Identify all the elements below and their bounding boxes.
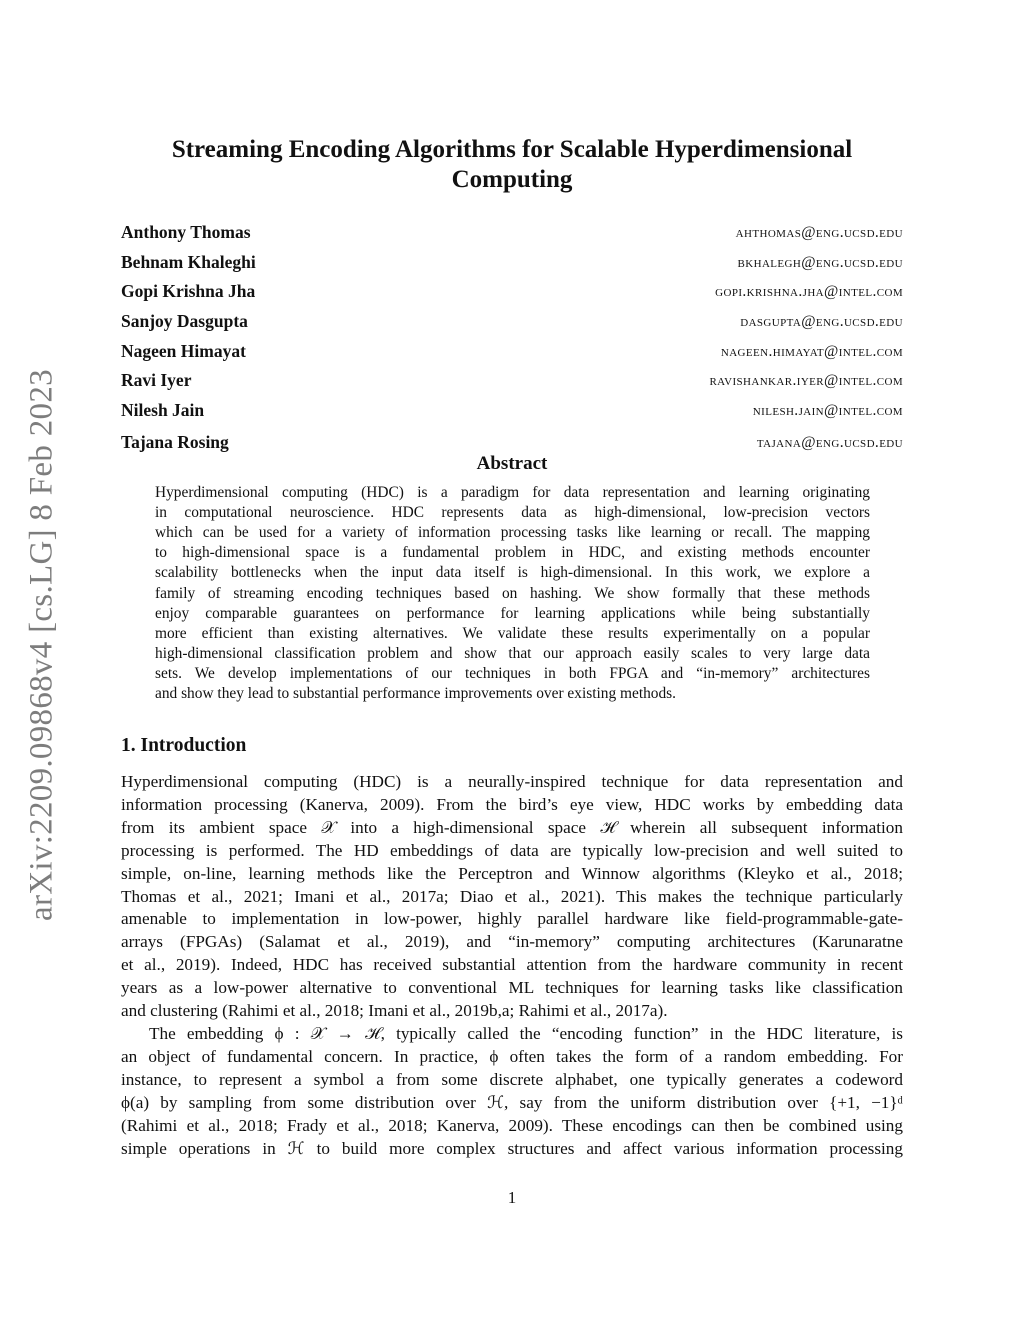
text-line: The embedding ϕ : 𝒳 → ℋ, typically called the “encoding function” in the HDC literature, is (149, 1024, 903, 1043)
text-line: et al., 2019). Indeed, HDC has received substantial attention from the hardware community in recent (121, 955, 903, 975)
text-line: in computational neuroscience. HDC represents data as high-dimensional, low-precision vectors (155, 504, 870, 522)
author-name: Gopi Krishna Jha (121, 281, 256, 301)
author-entry (121, 252, 903, 274)
author-entry (121, 311, 903, 333)
text-line: scalability bottlenecks when the input data itself is high-dimensional. In this work, we explore a (155, 564, 870, 582)
author-entry (121, 281, 903, 303)
author-name: Sanjoy Dasgupta (121, 311, 248, 331)
text-line: ϕ(a) by sampling from some distribution over ℋ, say from the uniform distribution over {+1, −1}ᵈ (121, 1092, 903, 1112)
text-line: years as a low-power alternative to conventional ML techniques for learning tasks like classification (121, 978, 903, 998)
text-line: processing is performed. The HD embeddings of data are typically low-precision and well suited to (121, 840, 903, 860)
text-line: an object of fundamental concern. In practice, ϕ often takes the form of a random embedding. For (121, 1046, 903, 1066)
paper-title-line-1: Streaming Encoding Algorithms for Scalable Hyperdimensional (171, 136, 853, 163)
text-line: from its ambient space 𝒳 into a high-dimensional space ℋ wherein all subsequent information (121, 817, 903, 837)
text-line: enjoy comparable guarantees on performance for learning applications while being substantially (155, 604, 870, 622)
page-number: 1 (507, 1188, 517, 1207)
author-name: Ravi Iyer (121, 370, 192, 390)
author-email[interactable]: dasgupta@eng.ucsd.edu (740, 313, 903, 330)
text-line: high-dimensional classification problem and show that our approach easily scales to very large data (155, 644, 870, 662)
text-line: and clustering (Rahimi et al., 2018; Imani et al., 2019b,a; Rahimi et al., 2017a). (121, 1001, 668, 1020)
author-entry (121, 400, 903, 422)
author-entry (121, 432, 903, 454)
text-line: family of streaming encoding techniques based on hashing. We show formally that these methods (155, 584, 870, 602)
author-email[interactable]: bkhalegh@eng.ucsd.edu (737, 254, 903, 271)
text-line: Thomas et al., 2021; Imani et al., 2017a; Diao et al., 2021). This makes the technique particularly (121, 886, 903, 906)
author-name: Nageen Himayat (121, 341, 246, 361)
author-name: Tajana Rosing (121, 432, 229, 452)
paper-title-line-2: Computing (451, 166, 573, 193)
author-email[interactable]: gopi.krishna.jha@intel.com (715, 283, 903, 300)
text-line: instance, to represent a symbol a from some discrete alphabet, one typically generates a codeword (121, 1069, 903, 1089)
text-line: more efficient than existing alternatives. We validate these results experimentally on a popular (155, 624, 870, 642)
author-name: Behnam Khaleghi (121, 252, 256, 272)
text-line: to high-dimensional space is a fundamental problem in HDC, and existing methods encounter (155, 544, 870, 562)
text-line: simple, on-line, learning methods like the Perceptron and Winnow algorithms (Kleyko et al., 2018; (121, 863, 903, 883)
text-line: simple operations in ℋ to build more complex structures and affect various information processing (121, 1138, 903, 1158)
text-line: sets. We develop implementations of our techniques in both FPGA and “in-memory” architectures (155, 664, 870, 682)
text-line: Hyperdimensional computing (HDC) is a neurally-inspired technique for data representation and (121, 772, 903, 791)
section-heading-introduction: 1. Introduction (121, 735, 247, 756)
text-line: which can be used for a variety of information processing tasks like learning or recall. The mapping (155, 524, 870, 542)
text-line: Hyperdimensional computing (HDC) is a paradigm for data representation and learning originating (155, 484, 870, 501)
author-email[interactable]: nageen.himayat@intel.com (720, 343, 903, 360)
text-line: amenable to implementation in low-power, highly parallel hardware like field-programmable-gate- (121, 909, 903, 929)
author-entry (121, 341, 903, 363)
text-line: arrays (FPGAs) (Salamat et al., 2019), and “in-memory” computing architectures (Karunaratne (121, 932, 903, 952)
author-email[interactable]: ravishankar.iyer@intel.com (709, 372, 903, 389)
text-line: information processing (Kanerva, 2009). From the bird’s eye view, HDC works by embedding data (121, 794, 903, 814)
author-email[interactable]: nilesh.jain@intel.com (752, 402, 903, 419)
text-line: (Rahimi et al., 2018; Frady et al., 2018; Kanerva, 2009). These encodings can then be combined using (121, 1115, 903, 1135)
author-name: Nilesh Jain (121, 400, 205, 420)
author-entry (121, 222, 903, 244)
abstract-heading: Abstract (476, 453, 548, 474)
arxiv-identifier: arXiv:2209.09868v4 [cs.LG] 8 Feb 2023 (23, 369, 60, 921)
author-entry (121, 370, 903, 392)
author-email[interactable]: tajana@eng.ucsd.edu (756, 434, 903, 451)
author-name: Anthony Thomas (121, 222, 251, 242)
author-email[interactable]: ahthomas@eng.ucsd.edu (735, 224, 903, 241)
text-line: and show they lead to substantial performance improvements over existing methods. (155, 685, 677, 702)
